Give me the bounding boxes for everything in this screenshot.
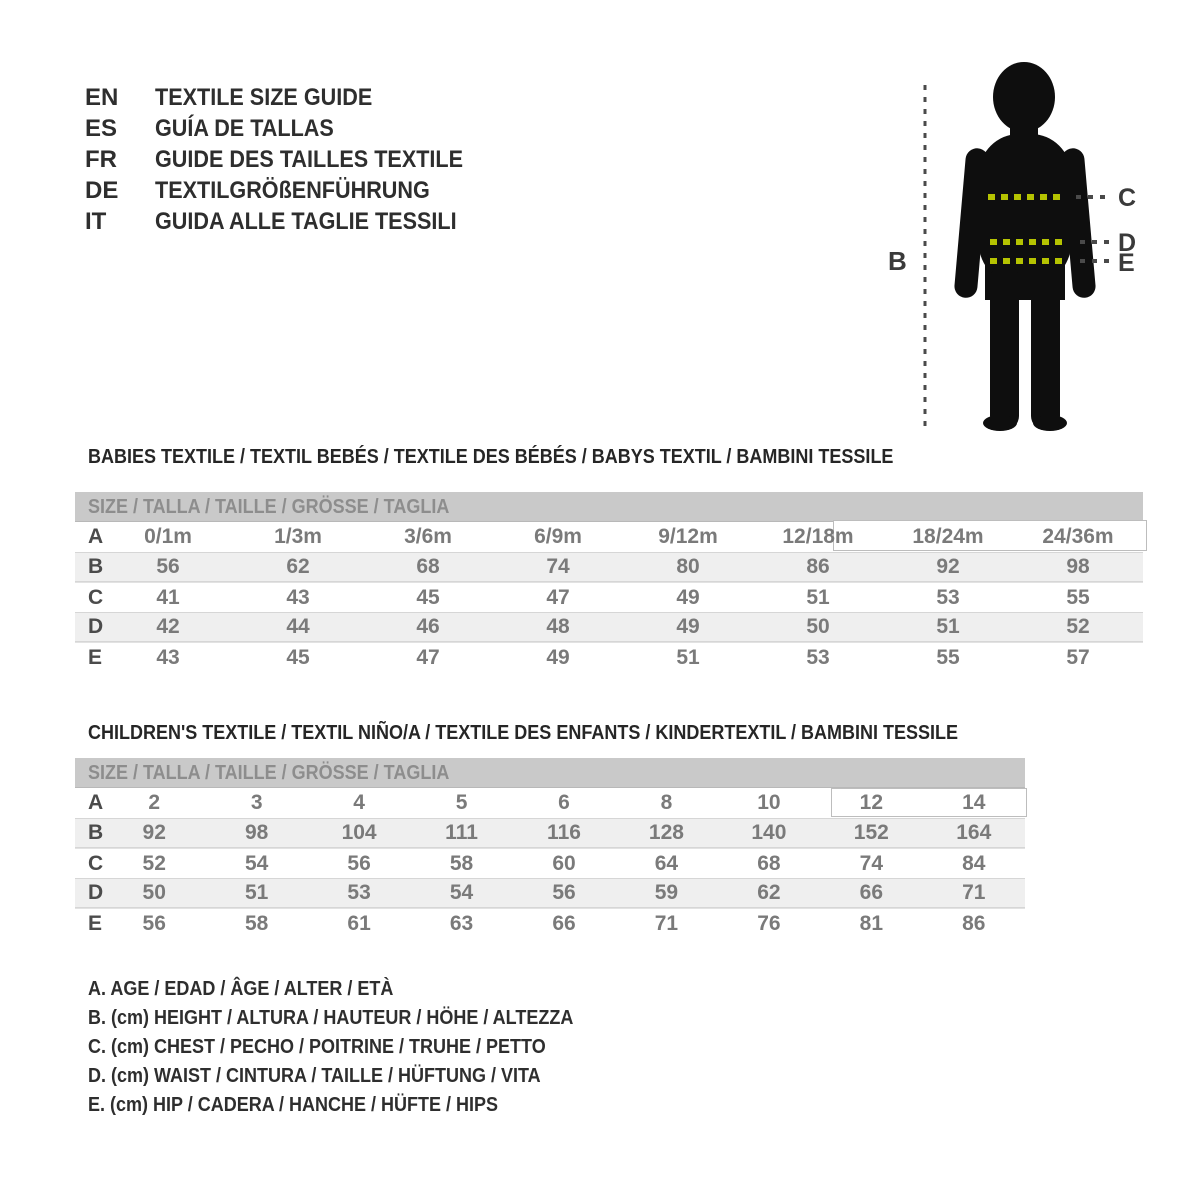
language-row-de xyxy=(85,175,497,206)
legend-height: B. (cm) HEIGHT / ALTURA / HAUTEUR / HÖHE / ALTEZZA xyxy=(88,1007,574,1029)
chest-label: C xyxy=(1118,184,1137,212)
language-row-fr xyxy=(85,144,497,175)
guide-title-de: TEXTILGRÖßENFÜHRUNG xyxy=(155,176,430,204)
guide-title-fr: GUIDE DES TAILLES TEXTILE xyxy=(155,145,464,173)
measurement-diagram xyxy=(860,40,1200,460)
legend-age: A. AGE / EDAD / ÂGE / ALTER / ETÀ xyxy=(88,978,394,1000)
language-title-list xyxy=(85,82,497,237)
waist-label: D xyxy=(1118,229,1137,257)
babies-size-table xyxy=(75,492,1143,672)
legend-waist: D. (cm) WAIST / CINTURA / TAILLE / HÜFTUNG / VITA xyxy=(88,1065,541,1087)
guide-title-it: GUIDA ALLE TAGLIE TESSILI xyxy=(155,207,457,235)
language-code: DE xyxy=(85,176,119,204)
measurement-legend xyxy=(88,975,627,1120)
child-silhouette xyxy=(954,62,1097,431)
table-row-height: B 56 62 68 74 80 86 92 98 xyxy=(75,552,1143,582)
table-row-hip: E 43 45 47 49 51 53 55 57 xyxy=(75,642,1143,672)
child-silhouette-figure xyxy=(860,40,1200,460)
babies-section-title: BABIES TEXTILE / TEXTIL BEBÉS / TEXTILE DES BÉBÉS / BABYS TEXTIL / BAMBINI TESSILE xyxy=(88,446,894,468)
language-row-en xyxy=(85,82,497,113)
language-code: IT xyxy=(85,207,107,235)
language-row-es xyxy=(85,113,497,144)
table-row-height: B 92 98 104 111 116 128 140 152 164 xyxy=(75,818,1025,848)
legend-chest: C. (cm) CHEST / PECHO / POITRINE / TRUHE / PETTO xyxy=(88,1036,546,1058)
height-label: B xyxy=(888,246,907,276)
table-row-chest: C 52 54 56 58 60 64 68 74 84 xyxy=(75,848,1025,878)
guide-title-en: TEXTILE SIZE GUIDE xyxy=(155,83,373,111)
table-row-hip: E 56 58 61 63 66 71 76 81 86 xyxy=(75,908,1025,938)
legend-hip: E. (cm) HIP / CADERA / HANCHE / HÜFTE / HIPS xyxy=(88,1094,499,1116)
table-row-age: A 2 3 4 5 6 8 10 12 14 xyxy=(88,791,986,814)
table-row-age: A 0/1m 1/3m 3/6m 6/9m 9/12m 12/18m 18/24m 24/36m xyxy=(88,525,1114,548)
guide-title-es: GUÍA DE TALLAS xyxy=(155,114,334,142)
table-row-waist: D 42 44 46 48 49 50 51 52 xyxy=(75,612,1143,642)
children-section-title: CHILDREN'S TEXTILE / TEXTIL NIÑO/A / TEXTILE DES ENFANTS / KINDERTEXTIL / BAMBINI TESSILE xyxy=(88,722,959,744)
table-row-chest: C 41 43 45 47 49 51 53 55 xyxy=(75,582,1143,612)
table-row-waist: D 50 51 53 54 56 59 62 66 71 xyxy=(75,878,1025,908)
size-header-row: SIZE / TALLA / TAILLE / GRÖSSE / TAGLIA xyxy=(75,492,1143,522)
language-code: ES xyxy=(85,114,118,142)
hip-label: E xyxy=(1118,249,1135,277)
language-code: EN xyxy=(85,83,119,111)
size-header-row: SIZE / TALLA / TAILLE / GRÖSSE / TAGLIA xyxy=(75,758,1025,788)
language-row-it xyxy=(85,206,497,237)
children-size-table xyxy=(75,758,1025,938)
language-code: FR xyxy=(85,145,117,173)
